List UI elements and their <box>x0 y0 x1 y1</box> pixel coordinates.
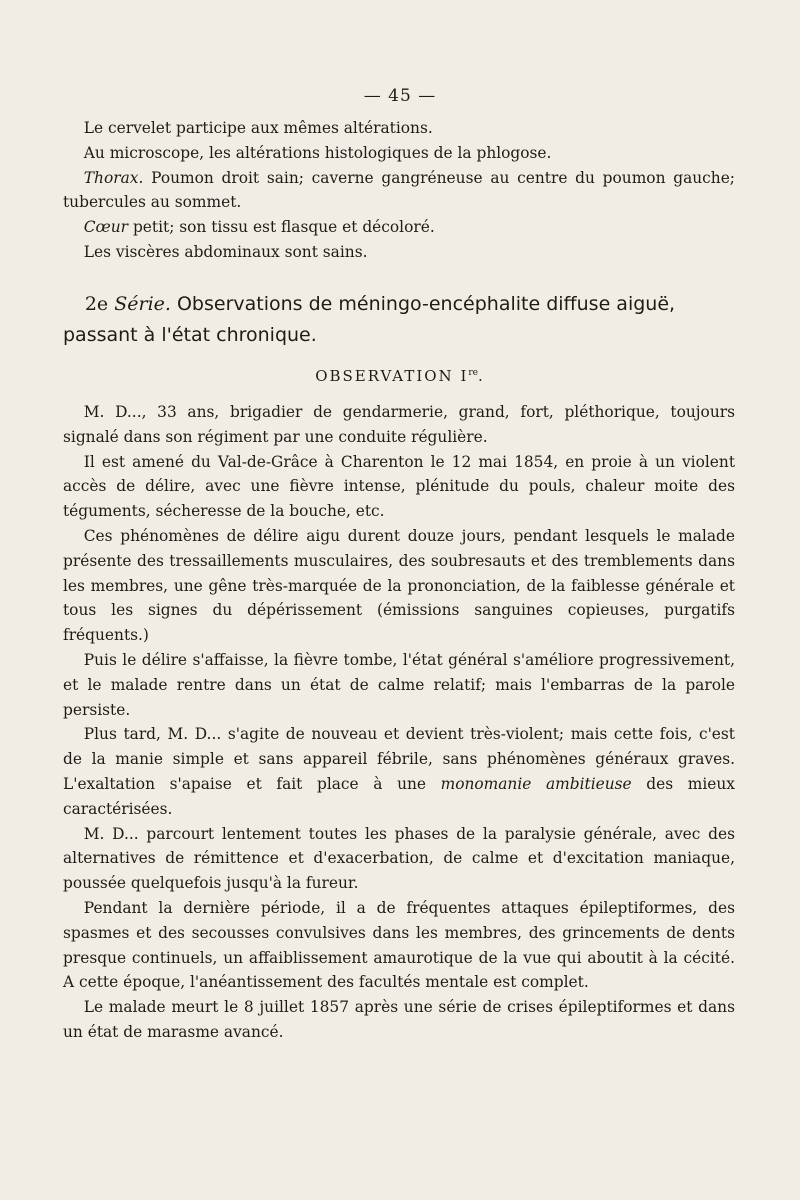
paragraph-text: des mieux caractérisées. <box>63 774 735 818</box>
section-title-text: Observations de méningo-encéphalite diffuse aiguë, passant à l'état chronique. <box>63 293 676 346</box>
page-number: — 45 — <box>363 86 437 106</box>
paragraph: Le malade meurt le 8 juillet 1857 après une série de crises épileptiformes et dans un état de marasme avancé. <box>63 998 735 1041</box>
coeur-label: Cœur <box>83 218 129 237</box>
paragraph: Les viscères abdominaux sont sains. <box>83 242 368 261</box>
paragraph <box>63 722 735 821</box>
observation-text <box>63 400 735 1045</box>
section-number: 2e <box>84 293 109 315</box>
paragraph: Ces phénomènes de délire aigu durent douze jours, pendant lesquels le malade présente des tressaillements musculaires, des soubresauts et des tremblements dans les membres, une gêne très-marquée de la prononciation, de la faiblesse générale et tous les signes du dépérissement (émissions sanguines copieuses, purgatifs fréquents.) <box>63 526 735 645</box>
paragraph: Au microscope, les altérations histologiques de la phlogose. <box>83 143 552 162</box>
observation-title-text: OBSERVATION I <box>315 367 469 385</box>
paragraph: Le cervelet participe aux mêmes altérations. <box>83 119 433 137</box>
section-serie: Série. <box>114 293 171 315</box>
paragraph: M. D... parcourt lentement toutes les phases de la paralysie générale, avec des alternatives de rémittence et d'exacerbation, de calme et d'excitation maniaque, poussée quelquefois jusqu'à la fureur. <box>63 824 735 893</box>
observation-title-end: . <box>478 367 485 385</box>
section-title <box>63 289 735 351</box>
paragraph <box>63 166 735 216</box>
paragraph: M. D..., 33 ans, brigadier de gendarmerie, grand, fort, pléthorique, toujours signalé dans son régiment par une conduite régulière. <box>63 403 735 446</box>
paragraph: Il est amené du Val-de-Grâce à Charenton le 12 mai 1854, en proie à un violent accès de délire, avec une fièvre intense, plénitude du pouls, chaleur moite des téguments, sécheresse de la bouche, etc. <box>63 452 735 521</box>
coeur-text: petit; son tissu est flasque et décoloré. <box>128 218 435 237</box>
observation-title-sup: re <box>468 368 479 378</box>
paragraph-text: Plus tard, M. D... s'agite de nouveau et devient très-violent; mais cette fois, c'est de la manie simple et sans appareil fébrile, sans phénomènes généraux graves. L'exaltation s'apaise et fait place à une <box>63 725 735 793</box>
thorax-label: Thorax. <box>83 168 144 187</box>
paragraph: Puis le délire s'affaisse, la fièvre tombe, l'état général s'améliore progressivement, et le malade rentre dans un état de calme relatif; mais l'embarras de la parole persiste. <box>63 650 735 719</box>
emphasis-text: monomanie ambitieuse <box>440 774 632 793</box>
paragraph: Pendant la dernière période, il a de fréquentes attaques épileptiformes, des spasmes et des secousses convulsives dans les membres, des grincements de dents presque continuels, un affaiblissement amaurotique de la vue qui aboutit à la cécité. A cette époque, l'anéantissement des facultés mentale est complet. <box>63 898 735 992</box>
paragraph <box>63 215 735 240</box>
thorax-text: Poumon droit sain; caverne gangréneuse au centre du poumon gauche; tubercules au sommet. <box>63 168 735 212</box>
observation-title <box>0 367 800 385</box>
intro-text <box>63 116 735 265</box>
